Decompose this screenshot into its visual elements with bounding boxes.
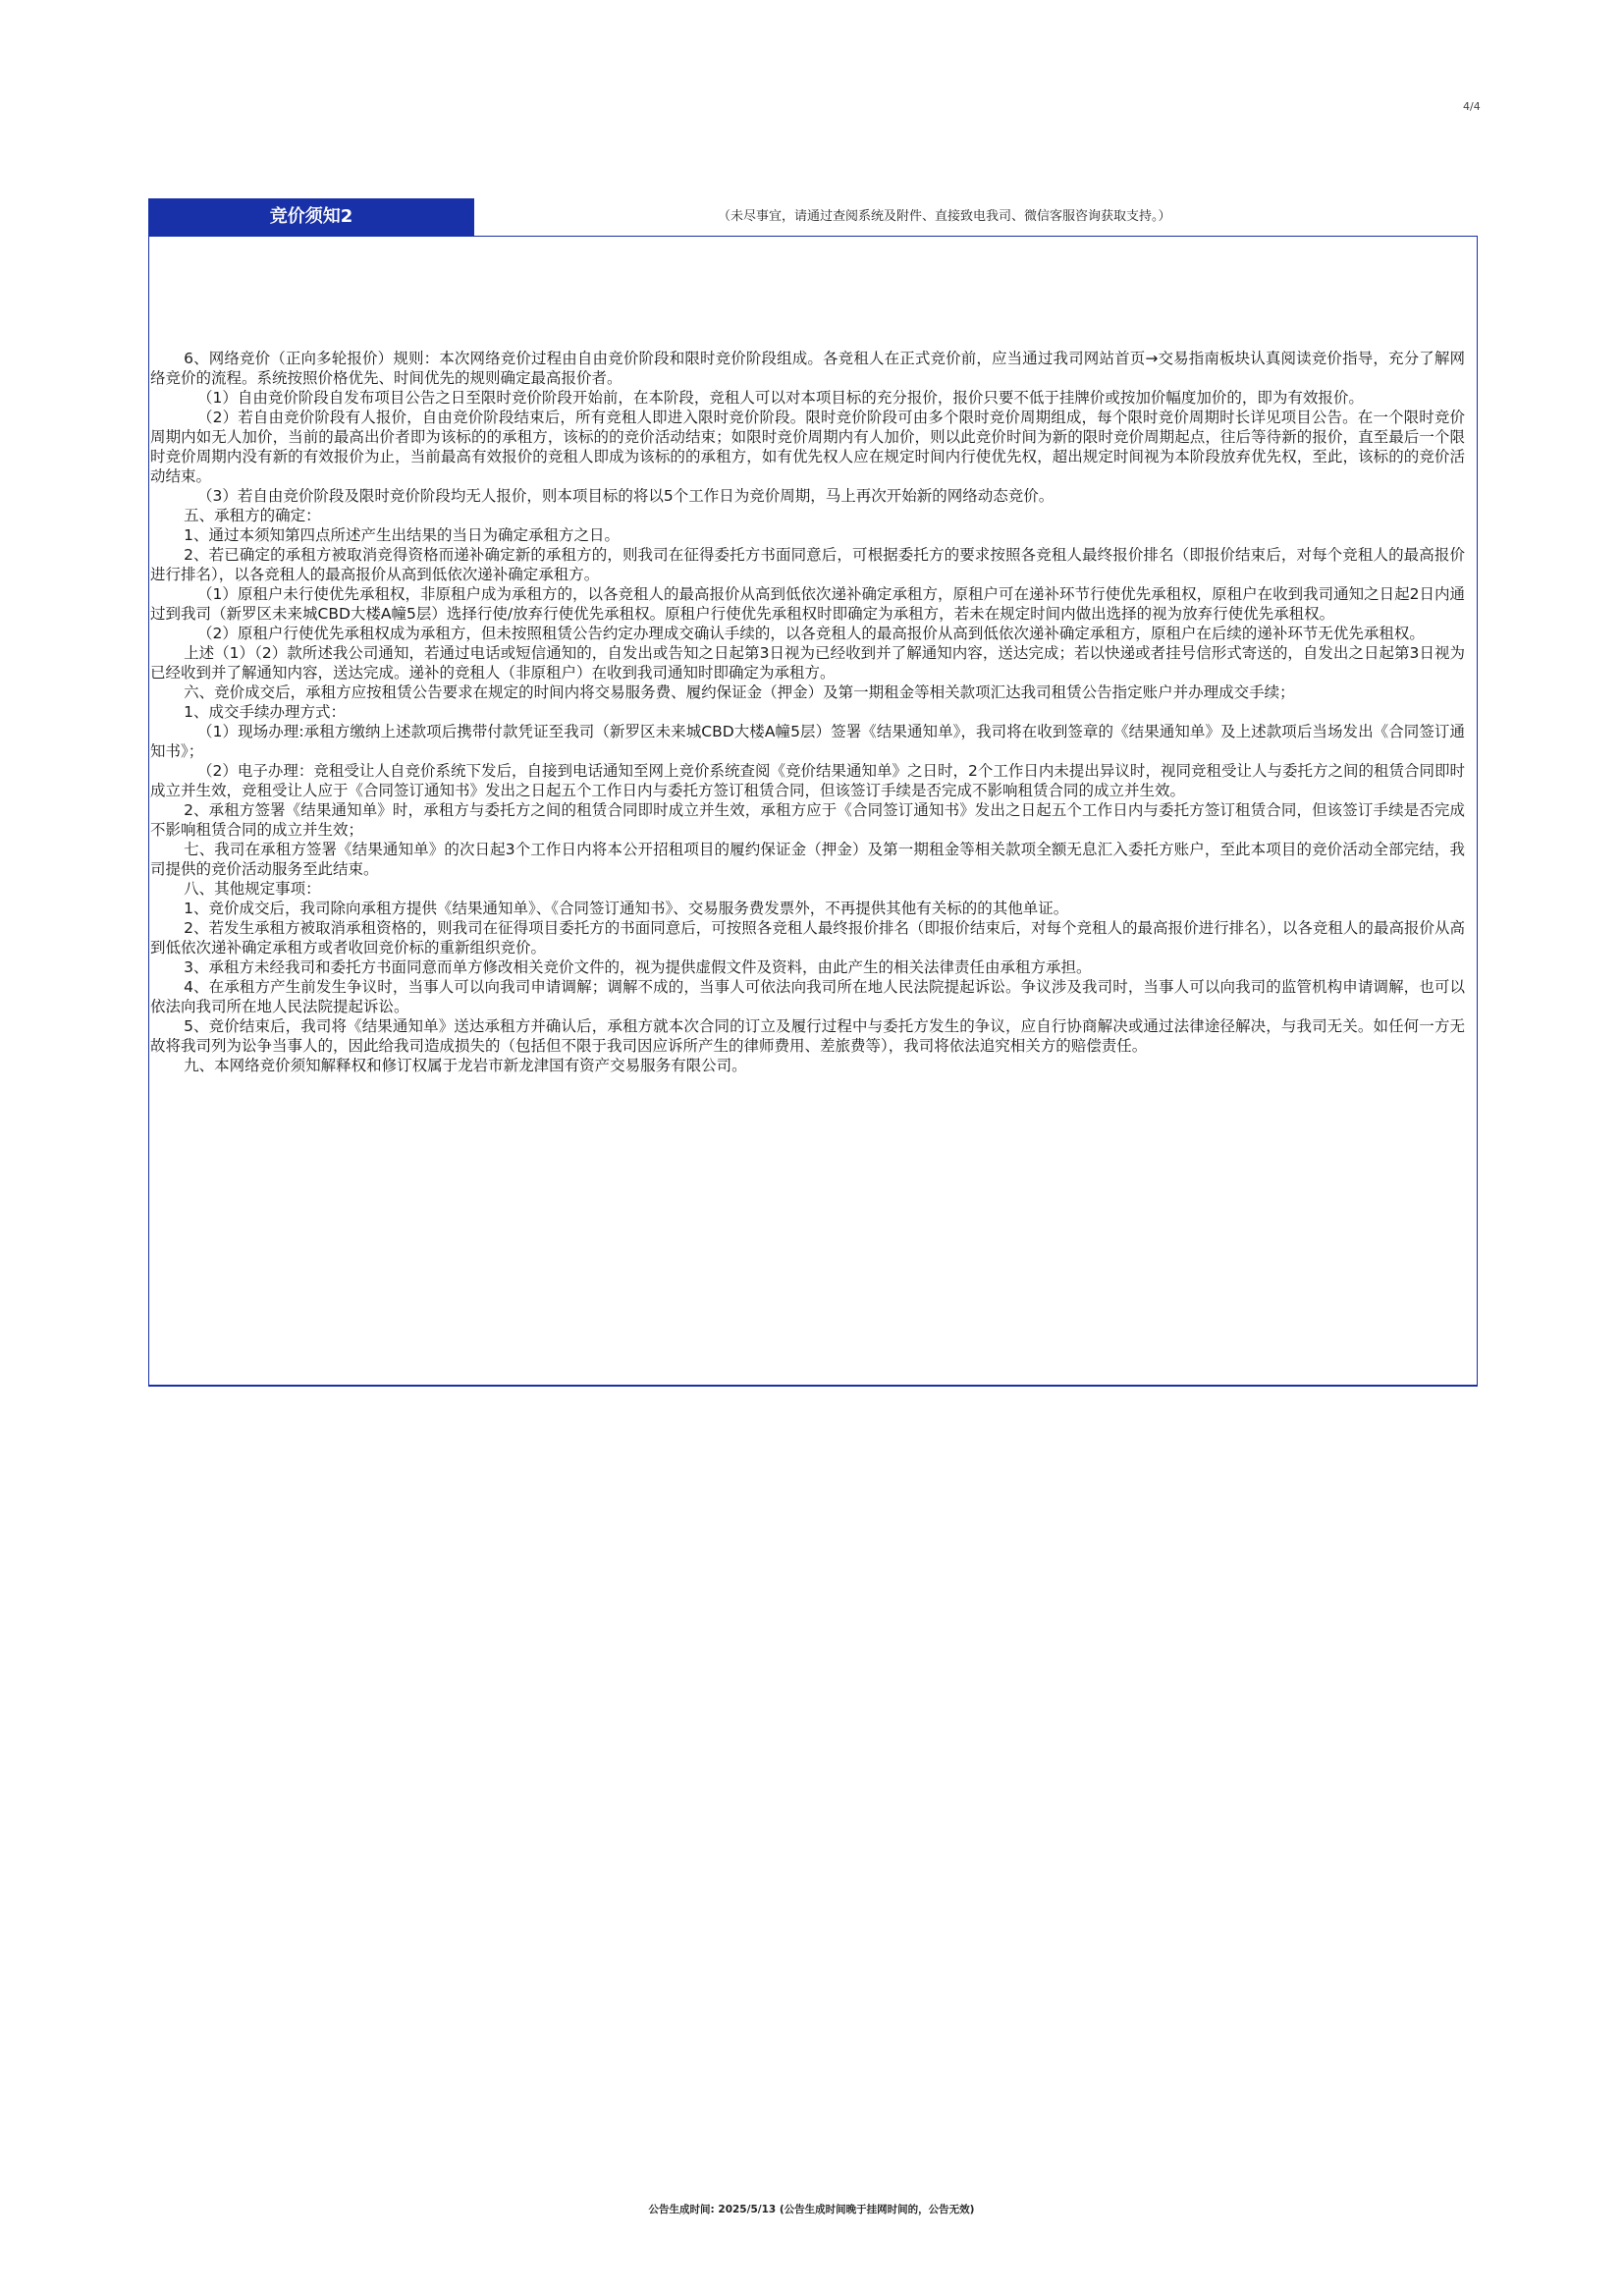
notice-content-box xyxy=(148,236,1478,1387)
paragraph-5-2-1: （1）原租户未行使优先承租权，非原租户成为承租方的，以各竞租人的最高报价从高到低依次递补确定承租方，原租户可在递补环节行使优先承租权，原租户在收到我司通知之日起2日内通过到我司（新罗区未来城CBD大楼A幢5层）选择行使/放弃行使优先承租权。原租户行使优先承租权时即确定为承租方，若未在规定时间内做出选择的视为放弃行使优先承租权。 xyxy=(150,585,1465,623)
paragraph-6-1-1: （1）现场办理:承租方缴纳上述款项后携带付款凭证至我司（新罗区未来城CBD大楼A幢5层）签署《结果通知单》，我司将在收到签章的《结果通知单》及上述款项后当场发出《合同签订通知书》； xyxy=(150,723,1465,760)
paragraph-5-2-2: （2）原租户行使优先承租权成为承租方，但未按照租赁公告约定办理成交确认手续的，以各竞租人的最高报价从高到低依次递补确定承租方，原租户在后续的递补环节无优先承租权。 xyxy=(197,625,1425,642)
paragraph-8-3: 3、承租方未经我司和委托方书面同意而单方修改相关竞价文件的，视为提供虚假文件及资料，由此产生的相关法律责任由承租方承担。 xyxy=(184,958,1092,976)
section-heading-5: 五、承租方的确定： xyxy=(184,507,321,524)
paragraph-rule-6-2: （2）若自由竞价阶段有人报价，自由竞价阶段结束后，所有竞租人即进入限时竞价阶段。限时竞价阶段可由多个限时竞价周期组成，每个限时竞价周期时长详见项目公告。在一个限时竞价周期内如无人加价，当前的最高出价者即为该标的的承租方，该标的的竞价活动结束；如限时竞价周期内有人加价，则以此竞价时间为新的限时竞价周期起点，往后等待新的报价，直至最后一个限时竞价周期内没有新的有效报价为止，当前最高有效报价的竞租人即成为该标的的承租方，如有优先权人应在规定时间内行使优先权，超出规定时间视为本阶段放弃优先权，至此，该标的的竞价活动结束。 xyxy=(150,409,1465,485)
section-title: 竞价须知2 xyxy=(148,198,474,236)
section-heading-8: 八、其他规定事项： xyxy=(184,880,321,898)
paragraph-6-1-2: （2）电子办理：竞租受让人自竞价系统下发后，自接到电话通知至网上竞价系统查阅《竞价结果通知单》之日时，2个工作日内未提出异议时，视同竞租受让人与委托方之间的租赁合同即时成立并生效，竞租受让人应于《合同签订通知书》发出之日起五个工作日内与委托方签订租赁合同，但该签订手续是否完成不影响租赁合同的成立并生效。 xyxy=(150,762,1465,799)
header-note: （未尽事宜，请通过查阅系统及附件、直接致电我司、微信客服咨询获取支持。） xyxy=(718,209,1171,224)
paragraph-8-1: 1、竞价成交后，我司除向承租方提供《结果通知单》、《合同签订通知书》、交易服务费发票外，不再提供其他有关标的的其他单证。 xyxy=(184,900,1069,917)
footer-generation-time: 公告生成时间: 2025/5/13 (公告生成时间晚于挂网时间的，公告无效) xyxy=(648,2204,975,2215)
section-header xyxy=(148,198,1480,236)
paragraph-5-1: 1、通过本须知第四点所述产生出结果的当日为确定承租方之日。 xyxy=(184,526,620,544)
section-heading-9: 九、本网络竞价须知解释权和修订权属于龙岩市新龙津国有资产交易服务有限公司。 xyxy=(184,1057,747,1074)
paragraph-8-2: 2、若发生承租方被取消承租资格的，则我司在征得项目委托方的书面同意后，可按照各竞租人最终报价排名（即报价结束后，对每个竞租人的最高报价进行排名），以各竞租人的最高报价从高到低依次递补确定承租方或者收回竞价标的重新组织竞价。 xyxy=(150,919,1465,957)
paragraph-rule-6-3: （3）若自由竞价阶段及限时竞价阶段均无人报价，则本项目标的将以5个工作日为竞价周期，马上再次开始新的网络动态竞价。 xyxy=(197,487,1055,505)
paragraph-rule-6-1: （1）自由竞价阶段自发布项目公告之日至限时竞价阶段开始前，在本阶段，竞租人可以对本项目标的充分报价，报价只要不低于挂牌价或按加价幅度加价的，即为有效报价。 xyxy=(197,389,1364,407)
paragraph-8-5: 5、竞价结束后，我司将《结果通知单》送达承租方并确认后，承租方就本次合同的订立及履行过程中与委托方发生的争议，应自行协商解决或通过法律途径解决，与我司无关。如任何一方无故将我司列为讼争当事人的，因此给我司造成损失的（包括但不限于我司因应诉所产生的律师费用、差旅费等），我司将依法追究相关方的赔偿责任。 xyxy=(150,1017,1465,1055)
paragraph-8-4: 4、在承租方产生前发生争议时，当事人可以向我司申请调解；调解不成的，当事人可依法向我司所在地人民法院提起诉讼。争议涉及我司时，当事人可以向我司的监管机构申请调解，也可以依法向我司所在地人民法院提起诉讼。 xyxy=(150,978,1465,1015)
paragraph-5-2: 2、若已确定的承租方被取消竞得资格而递补确定新的承租方的，则我司在征得委托方书面同意后，可根据委托方的要求按照各竞租人最终报价排名（即报价结束后，对每个竞租人的最高报价进行排名），以各竞租人的最高报价从高到低依次递补确定承租方。 xyxy=(150,546,1465,583)
paragraph-rule-6: 6、网络竞价（正向多轮报价）规则：本次网络竞价过程由自由竞价阶段和限时竞价阶段组成。各竞租人在正式竞价前，应当通过我司网站首页→交易指南板块认真阅读竞价指导，充分了解网络竞价的流程。系统按照价格优先、时间优先的规则确定最高报价者。 xyxy=(150,350,1465,387)
notice-body xyxy=(150,349,1465,1075)
paragraph-6-2: 2、承租方签署《结果通知单》时，承租方与委托方之间的租赁合同即时成立并生效，承租方应于《合同签订通知书》发出之日起五个工作日内与委托方签订租赁合同，但该签订手续是否完成不影响租赁合同的成立并生效； xyxy=(150,801,1465,839)
section-heading-7: 七、我司在承租方签署《结果通知单》的次日起3个工作日内将本公开招租项目的履约保证金（押金）及第一期租金等相关款项全额无息汇入委托方账户，至此本项目的竞价活动全部完结，我司提供的竞价活动服务至此结束。 xyxy=(150,841,1465,878)
section-heading-6: 六、竞价成交后，承租方应按租赁公告要求在规定的时间内将交易服务费、履约保证金（押金）及第一期租金等相关款项汇达我司租赁公告指定账户并办理成交手续； xyxy=(184,683,1295,701)
paragraph-5-notice: 上述（1）（2）款所述我公司通知，若通过电话或短信通知的，自发出或告知之日起第3日视为已经收到并了解通知内容，送达完成；若以快递或者挂号信形式寄送的，自发出之日起第3日视为已经收到并了解通知内容，送达完成。递补的竞租人（非原租户）在收到我司通知时即确定为承租方。 xyxy=(150,644,1465,682)
paragraph-6-1: 1、成交手续办理方式： xyxy=(184,703,346,721)
page-number: 4/4 xyxy=(1463,100,1481,113)
